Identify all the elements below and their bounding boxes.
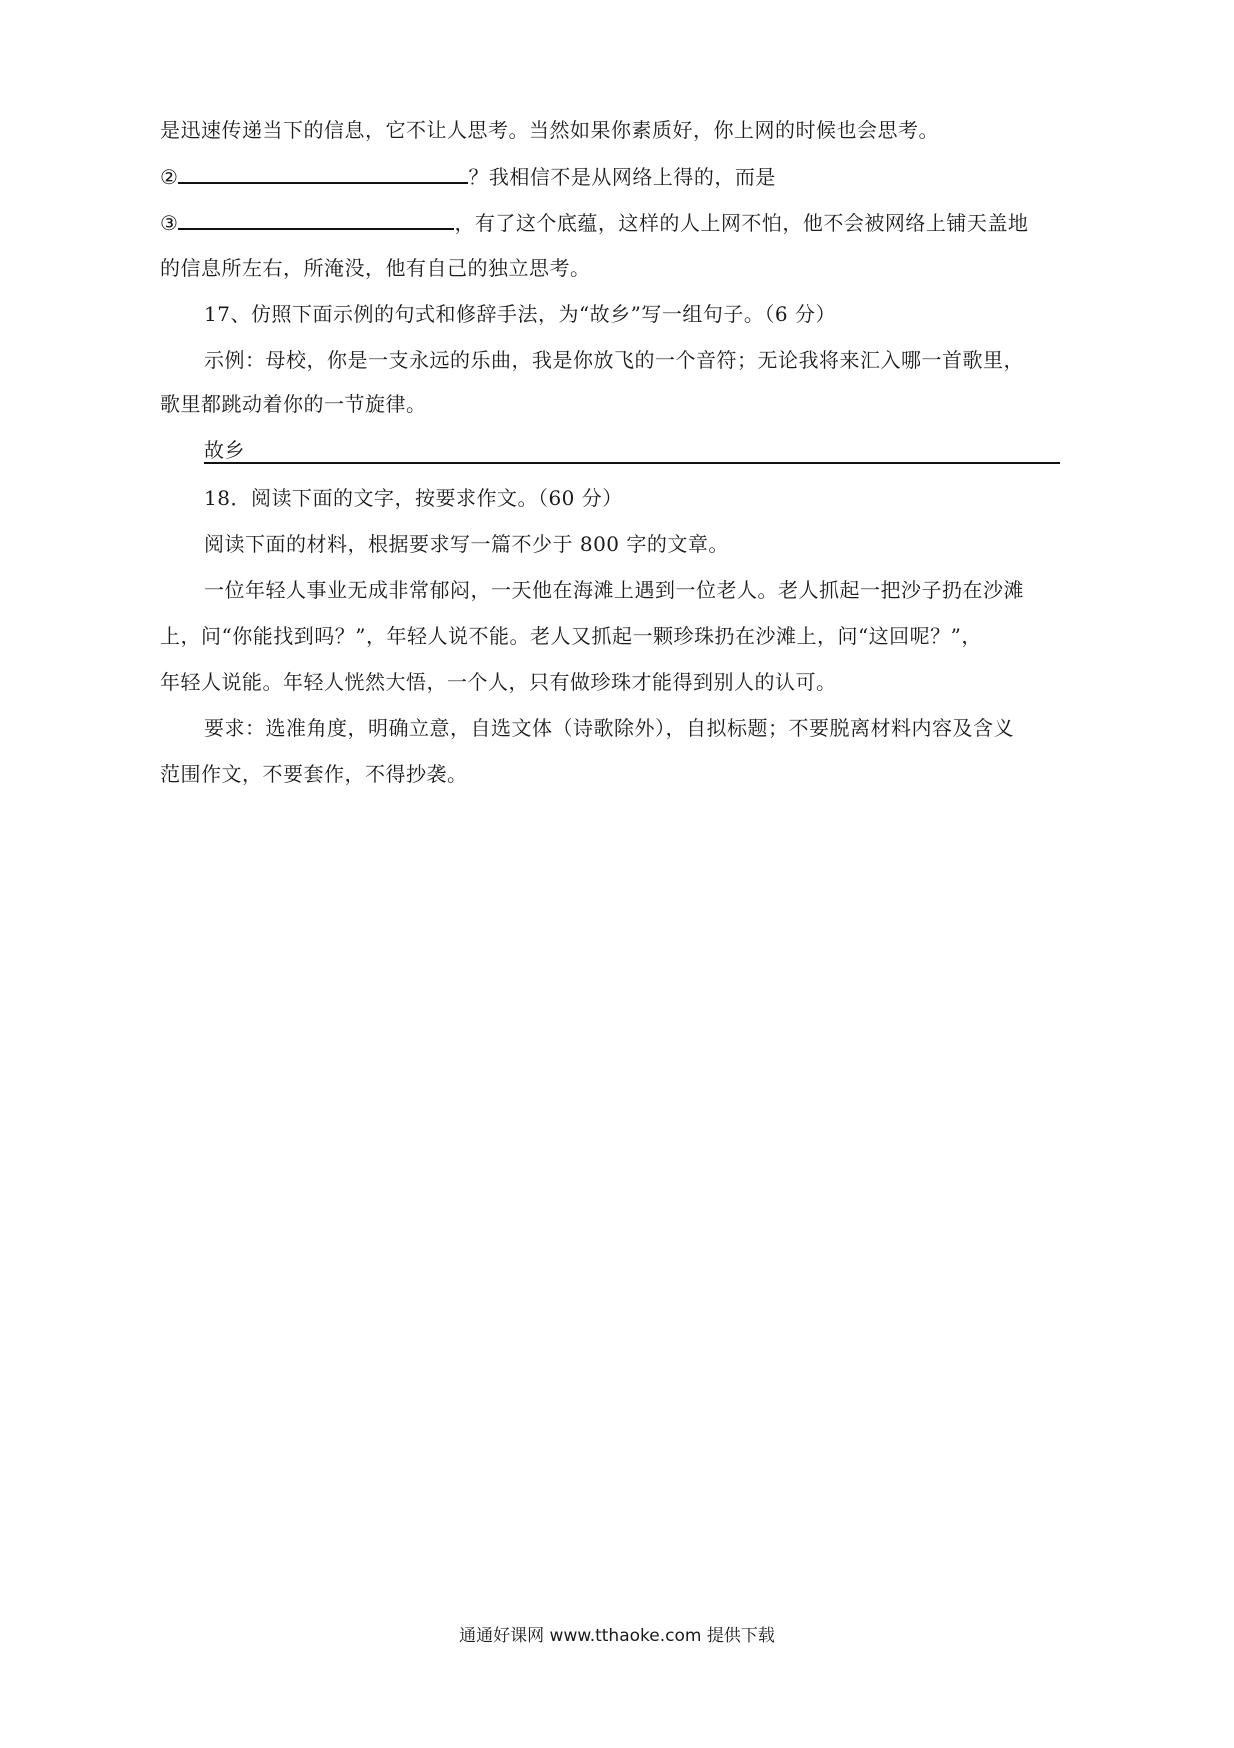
instruction-line: 阅读下面的材料，根据要求写一篇不少于 800 字的文章。 <box>204 532 729 556</box>
example-line: 示例：母校，你是一支永远的乐曲，我是你放飞的一个音符；无论我将来汇入哪一首歌里， <box>204 348 1024 372</box>
example-line: 歌里都跳动着你的一节旋律。 <box>160 392 427 416</box>
material-line: 年轻人说能。年轻人恍然大悟，一个人，只有做珍珠才能得到别人的认可。 <box>160 670 837 694</box>
blank-suffix: ，有了这个底蕴，这样的人上网不怕，他不会被网络上铺天盖地 <box>454 211 1029 235</box>
answer-blank-3 <box>178 208 454 230</box>
requirement-line: 要求：选准角度，明确立意，自选文体（诗歌除外），自拟标题；不要脱离材料内容及含义 <box>204 716 1014 740</box>
answer-blank-2 <box>178 162 468 184</box>
question-18: 18．阅读下面的文字，按要求作文。（60 分） <box>204 486 623 510</box>
hometown-label: 故乡 <box>204 438 245 462</box>
requirement-line: 范围作文，不要套作，不得抄袭。 <box>160 762 468 786</box>
page-footer: 通通好课网 www.tthaoke.com 提供下载 <box>459 1626 775 1646</box>
material-line: 一位年轻人事业无成非常郁闷，一天他在海滩上遇到一位老人。老人抓起一把沙子扔在沙滩 <box>204 578 1024 602</box>
paragraph-line: 是迅速传递当下的信息，它不让人思考。当然如果你素质好，你上网的时候也会思考。 <box>160 118 939 142</box>
question-17: 17、仿照下面示例的句式和修辞手法，为“故乡”写一组句子。（6 分） <box>204 302 836 326</box>
blank-marker: ② <box>160 165 179 189</box>
paragraph-line: 的信息所左右，所淹没，他有自己的独立思考。 <box>160 256 591 280</box>
fill-blank-2 <box>160 162 776 191</box>
hometown-answer-line <box>204 436 1060 464</box>
blank-suffix: ？我相信不是从网络上得的，而是 <box>468 165 776 189</box>
material-line: 上，问“你能找到吗？”，年轻人说不能。老人又抓起一颗珍珠扔在沙滩上，问“这回呢？”， <box>160 624 982 648</box>
blank-marker: ③ <box>160 211 179 235</box>
fill-blank-3 <box>160 208 1028 237</box>
